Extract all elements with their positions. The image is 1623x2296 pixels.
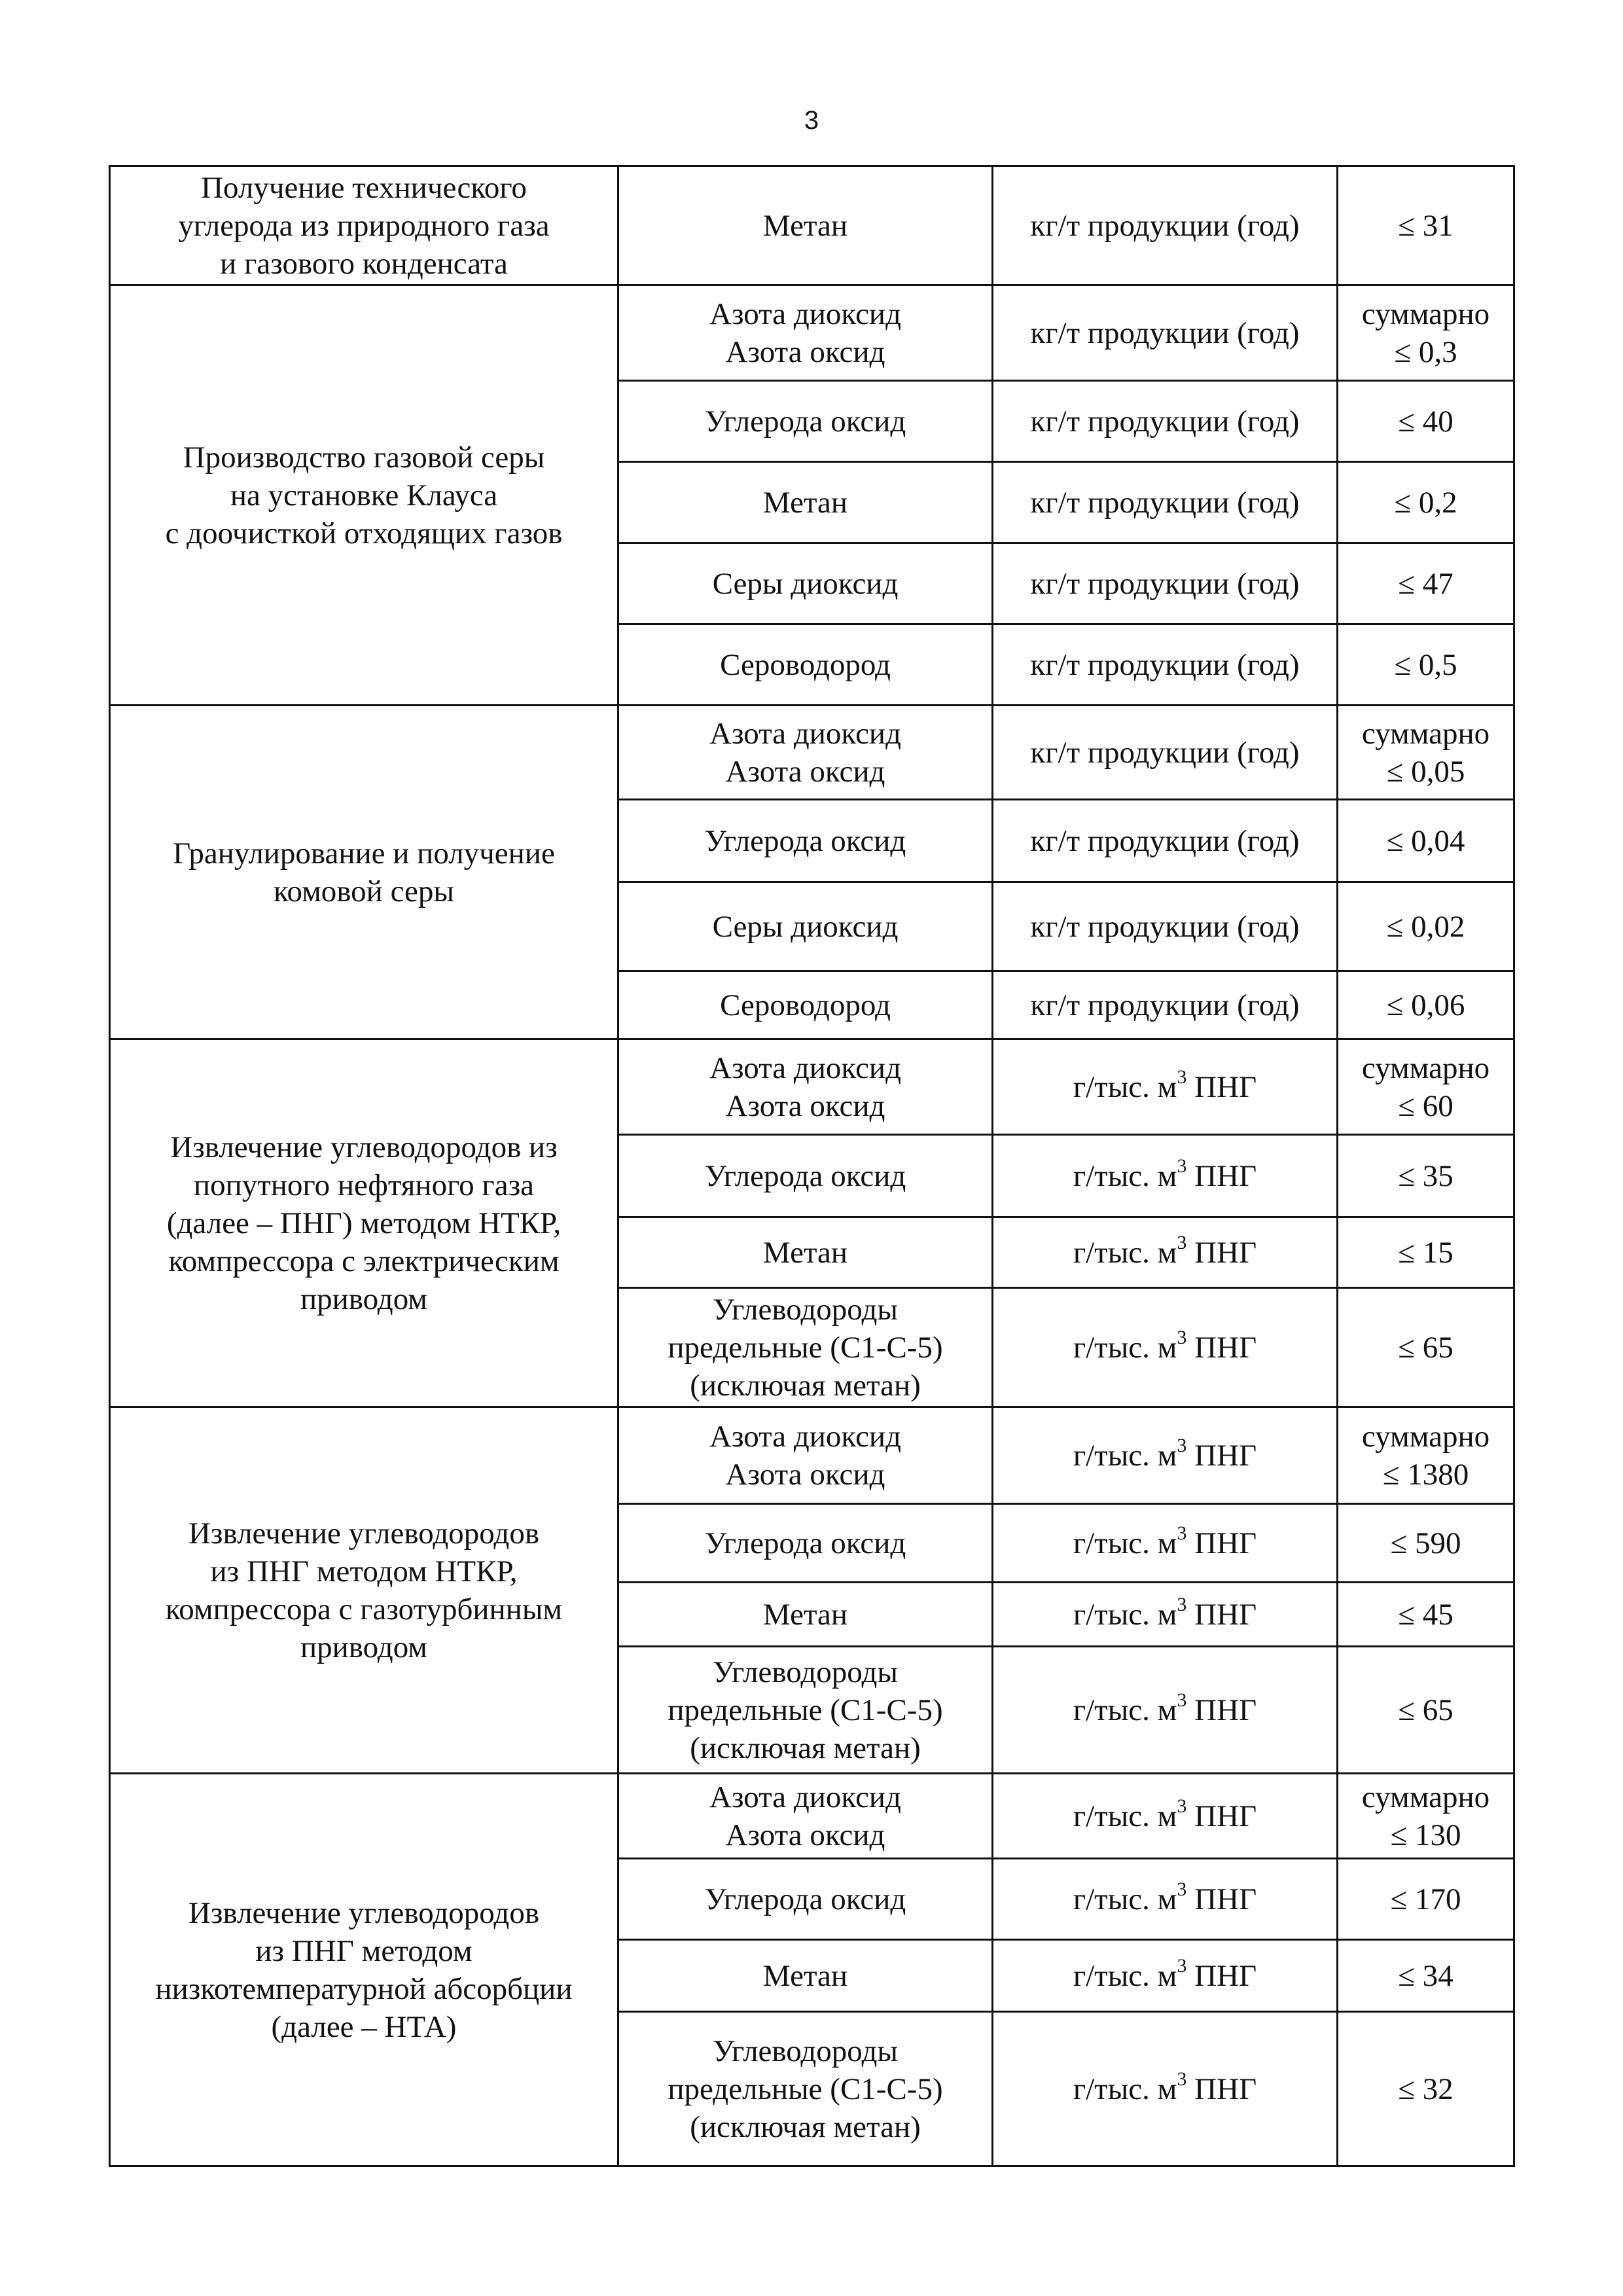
value-cell: ≤ 0,5: [1338, 624, 1514, 706]
value-cell: суммарно ≤ 60: [1338, 1039, 1514, 1135]
process-cell: Гранулирование и получение комовой серы: [110, 706, 618, 1039]
substance-cell: Метан: [618, 1217, 993, 1288]
unit-cell: кг/т продукции (год): [993, 971, 1338, 1039]
table-row: [110, 166, 1514, 285]
substance-cell: Метан: [618, 1940, 993, 2012]
unit-cell: г/тыс. $м^3$ ПНГ: [993, 1647, 1338, 1774]
table-row: [110, 1407, 1514, 1504]
unit-cell: кг/т продукции (год): [993, 543, 1338, 624]
substance-cell: Серы диоксид: [618, 543, 993, 624]
unit-cell: г/тыс. $м^3$ ПНГ: [993, 1135, 1338, 1217]
value-cell: ≤ 45: [1338, 1583, 1514, 1647]
substance-cell: Азота диоксид Азота оксид: [618, 1407, 993, 1504]
substance-cell: Углерода оксид: [618, 381, 993, 462]
unit-cell: кг/т продукции (год): [993, 166, 1338, 285]
process-cell: Извлечение углеводородов из ПНГ методом низкотемпературной абсорбции (далее – НТА): [110, 1774, 618, 2166]
substance-cell: Углерода оксид: [618, 800, 993, 882]
value-cell: ≤ 590: [1338, 1504, 1514, 1583]
substance-cell: Азота диоксид Азота оксид: [618, 285, 993, 381]
unit-cell: кг/т продукции (год): [993, 624, 1338, 706]
unit-cell: г/тыс. $м^3$ ПНГ: [993, 1407, 1338, 1504]
value-cell: ≤ 15: [1338, 1217, 1514, 1288]
table-row: [110, 1039, 1514, 1135]
substance-cell: Азота диоксид Азота оксид: [618, 1039, 993, 1135]
page-number: 3: [804, 106, 819, 135]
process-cell: Извлечение углеводородов из попутного нефтяного газа (далее – ПНГ) методом НТКР, компрессора с электрическим приводом: [110, 1039, 618, 1407]
value-cell: ≤ 47: [1338, 543, 1514, 624]
substance-cell: Сероводород: [618, 624, 993, 706]
unit-cell: г/тыс. $м^3$ ПНГ: [993, 1583, 1338, 1647]
substance-cell: Метан: [618, 166, 993, 285]
value-cell: ≤ 0,04: [1338, 800, 1514, 882]
unit-cell: г/тыс. $м^3$ ПНГ: [993, 1504, 1338, 1583]
unit-cell: г/тыс. $м^3$ ПНГ: [993, 1859, 1338, 1940]
process-cell: Извлечение углеводородов из ПНГ методом НТКР, компрессора с газотурбинным приводом: [110, 1407, 618, 1774]
unit-cell: кг/т продукции (год): [993, 285, 1338, 381]
emissions-table: [109, 165, 1515, 2167]
unit-cell: г/тыс. $м^3$ ПНГ: [993, 1288, 1338, 1407]
value-cell: ≤ 34: [1338, 1940, 1514, 2012]
substance-cell: Сероводород: [618, 971, 993, 1039]
value-cell: ≤ 170: [1338, 1859, 1514, 1940]
unit-cell: кг/т продукции (год): [993, 706, 1338, 800]
substance-cell: Углеводороды предельные (С1-С-5) (исключая метан): [618, 2012, 993, 2166]
process-cell: Получение технического углерода из природного газа и газового конденсата: [110, 166, 618, 285]
table-row: [110, 285, 1514, 381]
unit-cell: кг/т продукции (год): [993, 882, 1338, 971]
value-cell: ≤ 35: [1338, 1135, 1514, 1217]
unit-cell: г/тыс. $м^3$ ПНГ: [993, 1039, 1338, 1135]
table-row: [110, 1774, 1514, 1859]
value-cell: ≤ 31: [1338, 166, 1514, 285]
substance-cell: Азота диоксид Азота оксид: [618, 706, 993, 800]
value-cell: ≤ 0,02: [1338, 882, 1514, 971]
table-row: [110, 706, 1514, 800]
substance-cell: Углеводороды предельные (С1-С-5) (исключая метан): [618, 1647, 993, 1774]
unit-cell: кг/т продукции (год): [993, 462, 1338, 543]
substance-cell: Углерода оксид: [618, 1504, 993, 1583]
substance-cell: Углерода оксид: [618, 1135, 993, 1217]
unit-cell: г/тыс. $м^3$ ПНГ: [993, 1774, 1338, 1859]
value-cell: суммарно ≤ 1380: [1338, 1407, 1514, 1504]
value-cell: ≤ 32: [1338, 2012, 1514, 2166]
substance-cell: Углеводороды предельные (С1-С-5) (исключая метан): [618, 1288, 993, 1407]
value-cell: суммарно ≤ 0,05: [1338, 706, 1514, 800]
unit-cell: г/тыс. $м^3$ ПНГ: [993, 1217, 1338, 1288]
substance-cell: Углерода оксид: [618, 1859, 993, 1940]
substance-cell: Серы диоксид: [618, 882, 993, 971]
unit-cell: кг/т продукции (год): [993, 800, 1338, 882]
value-cell: ≤ 0,2: [1338, 462, 1514, 543]
value-cell: суммарно ≤ 130: [1338, 1774, 1514, 1859]
substance-cell: Метан: [618, 1583, 993, 1647]
substance-cell: Азота диоксид Азота оксид: [618, 1774, 993, 1859]
unit-cell: г/тыс. $м^3$ ПНГ: [993, 1940, 1338, 2012]
value-cell: суммарно ≤ 0,3: [1338, 285, 1514, 381]
unit-cell: кг/т продукции (год): [993, 381, 1338, 462]
unit-cell: г/тыс. $м^3$ ПНГ: [993, 2012, 1338, 2166]
value-cell: ≤ 65: [1338, 1647, 1514, 1774]
value-cell: ≤ 65: [1338, 1288, 1514, 1407]
value-cell: ≤ 0,06: [1338, 971, 1514, 1039]
value-cell: ≤ 40: [1338, 381, 1514, 462]
substance-cell: Метан: [618, 462, 993, 543]
process-cell: Производство газовой серы на установке Клауса с доочисткой отходящих газов: [110, 285, 618, 706]
